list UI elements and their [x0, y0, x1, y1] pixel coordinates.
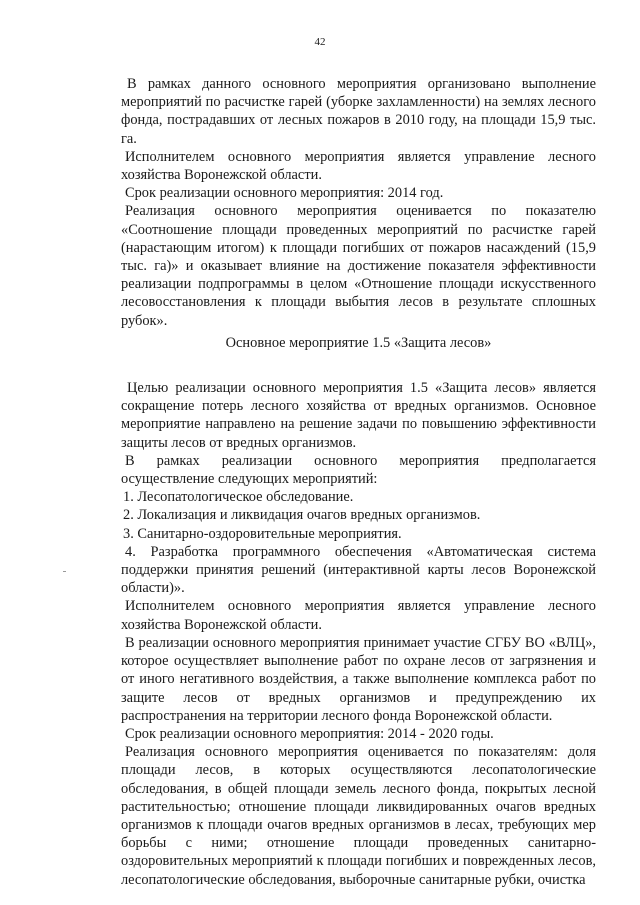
paragraph: Исполнителем основного мероприятия является управление лесного хозяйства Воронежской области. [121, 598, 596, 633]
paragraph: Срок реализации основного мероприятия: 2014 - 2020 годы. [125, 725, 494, 742]
section-heading: Основное мероприятие 1.5 «Защита лесов» [225, 334, 492, 351]
page-number: 42 [314, 36, 326, 48]
list-item: 1. Лесопатологическое обследование. [123, 489, 354, 506]
list-item: 3. Санитарно-оздоровительные мероприятия. [123, 525, 402, 542]
paragraph: Реализация основного мероприятия оценивается по показателю «Соотношение площади проведенных мероприятий по расчистке гарей (нарастающим итогом) к площади погибших от пожаров насаждений (15,9 тыс. га)» и оказывает влияние на достижение показателя эффективности реализации подпрограммы в целом «Отношение площади искусственного лесовосстановления к площади выбытия лесов в результате сплошных рубок». [121, 203, 596, 329]
paragraph: В рамках реализации основного мероприятия предполагается осуществление следующих мероприятий: [121, 452, 596, 488]
paragraph: В реализации основного мероприятия принимает участие СГБУ ВО «ВЛЦ», которое осуществляет выполнение работ по охране лесов от загрязнения и от иного негативного воздействия, а также выполнение комплекса работ по защите лесов от вредных организмов и предупреждению их распространения на территории лесного фонда Воронежской области. [121, 634, 596, 724]
list-item: 2. Локализация и ликвидация очагов вредных организмов. [123, 507, 481, 524]
paragraph: Реализация основного мероприятия оценивается по показателям: доля площади лесов, в которых осуществляются лесопатологические обследования, в общей площади земель лесного фонда, покрытых лесной растительностью; отношение площади ликвидированных очагов вредных организмов к площади очагов вредных организмов в лесах, требующих мер борьбы с ними; отношение площади проведенных санитарно-оздоровительных мероприятий к площади погибших и поврежденных лесов, лесопатологические обследования, выборочные санитарные рубки, очистка [121, 744, 596, 888]
document-body [121, 75, 596, 889]
spacer [121, 352, 596, 379]
paragraph: Исполнителем основного мероприятия является управление лесного хозяйства Воронежской области. [121, 148, 596, 184]
paragraph: В рамках данного основного мероприятия организовано выполнение мероприятий по расчистке гарей (уборке захламленности) на землях лесного фонда, пострадавших от лесных пожаров в 2010 году, на площади 15,9 тыс. га. [121, 76, 596, 147]
paragraph: Целью реализации основного мероприятия 1.5 «Защита лесов» является сокращение потерь лесного хозяйства от вредных организмов. Основное мероприятие направлено на решение задачи по повышению эффективности защиты лесов от вредных организмов. [121, 380, 596, 451]
scan-artifact [63, 571, 66, 572]
paragraph: Срок реализации основного мероприятия: 2014 год. [125, 185, 444, 202]
list-item: 4. Разработка программного обеспечения «Автоматическая система поддержки принятия решений (интерактивной карты лесов Воронежской области)». [121, 543, 596, 597]
